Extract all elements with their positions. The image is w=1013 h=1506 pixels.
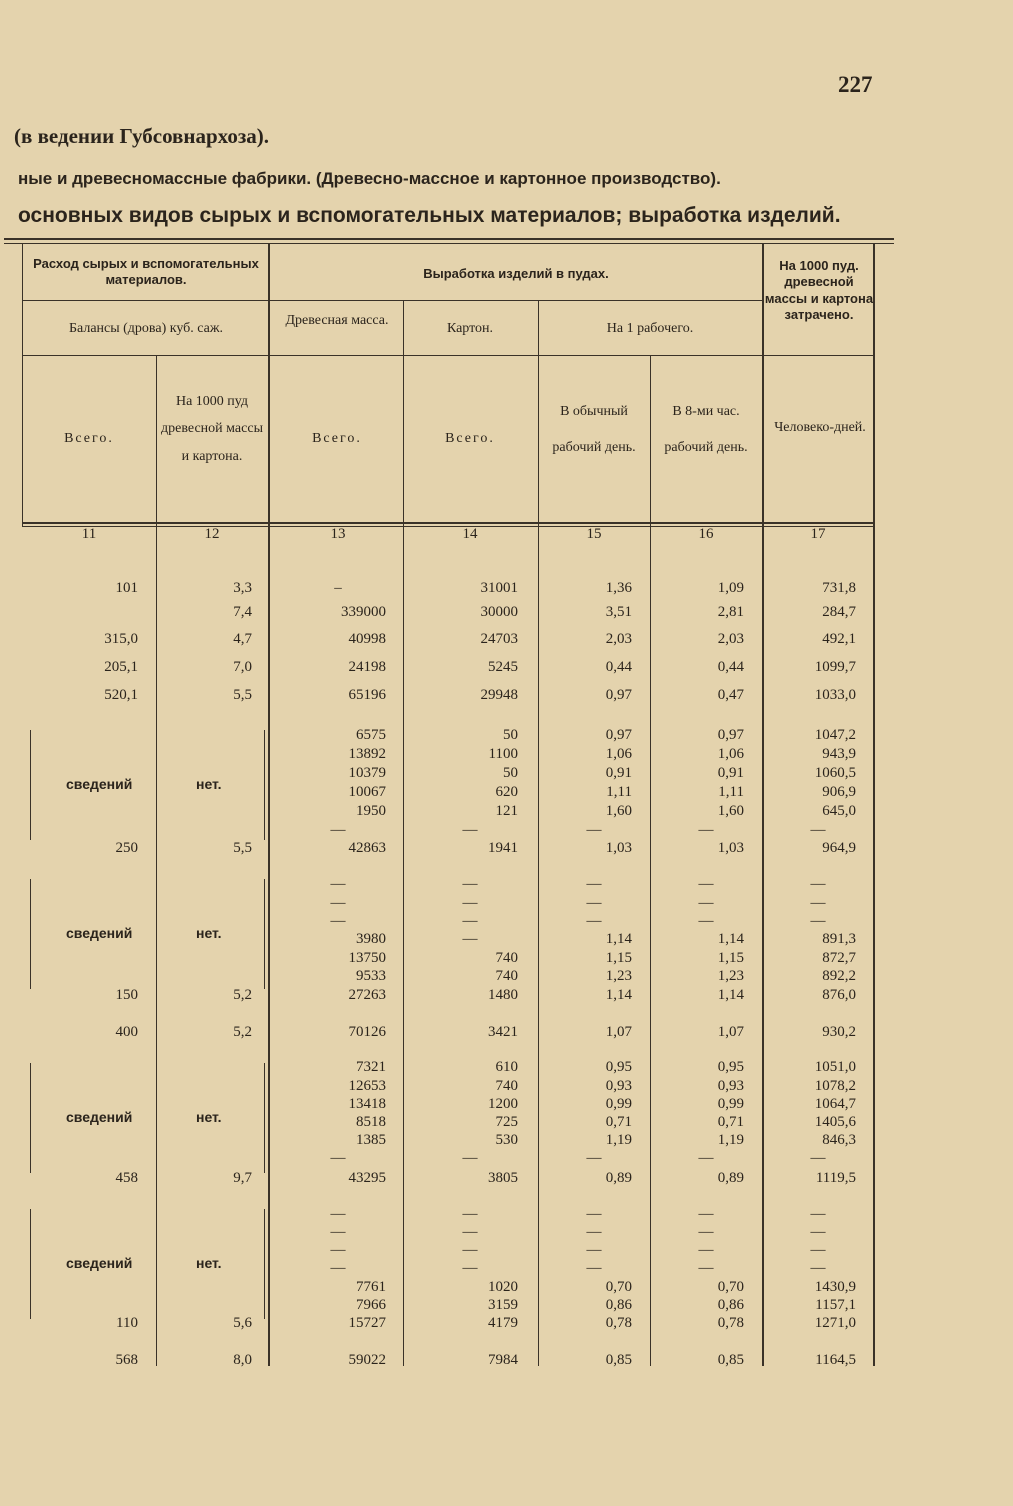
table-cell: 250	[115, 840, 138, 856]
table-cell: 0,99	[605, 1096, 632, 1112]
table-cell: —	[462, 1242, 478, 1258]
title-line-2: ные и древесномассные фабрики. (Древесно-массное и картонное производство).	[18, 169, 721, 188]
table-cell: 10379	[348, 765, 386, 781]
no-data-label: сведений	[66, 1255, 133, 1271]
table-cell: 0,93	[605, 1078, 632, 1094]
vline	[650, 356, 651, 1366]
table-cell: 1,06	[717, 746, 744, 762]
table-cell: 1,14	[717, 987, 744, 1003]
table-cell: 7,0	[233, 659, 252, 675]
table-cell: 530	[495, 1132, 518, 1148]
table-cell: 1,23	[605, 968, 632, 984]
table-cell: —	[330, 876, 346, 892]
table-cell: 1,36	[605, 580, 632, 596]
table-cell: 1,60	[605, 803, 632, 819]
header-balances: Балансы (дрова) куб. саж.	[68, 321, 224, 336]
table-cell: —	[462, 895, 478, 911]
table-cell: 8518	[356, 1114, 386, 1130]
table-cell: —	[330, 822, 346, 838]
table-cell: 400	[115, 1024, 138, 1040]
table-cell: —	[586, 1224, 602, 1240]
table-cell: –	[334, 580, 342, 596]
table-cell: 2,03	[717, 631, 744, 647]
table-cell: 315,0	[104, 631, 138, 647]
table-cell: 13892	[348, 746, 386, 762]
table-cell: —	[810, 1224, 826, 1240]
no-data-label: сведений	[66, 925, 133, 941]
table-cell: 740	[495, 950, 518, 966]
table-cell: —	[462, 876, 478, 892]
table-cell: —	[698, 822, 714, 838]
group-brace	[258, 1063, 265, 1173]
header-c11: Всего.	[64, 431, 114, 446]
table-cell: 0,97	[717, 727, 744, 743]
vline	[538, 300, 539, 1366]
table-cell: 5245	[488, 659, 518, 675]
table-cell: 568	[115, 1352, 138, 1368]
table-top-rule	[4, 238, 894, 240]
table-cell: 0,78	[717, 1315, 744, 1331]
table-cell: 0,97	[605, 687, 632, 703]
table-cell: 891,3	[822, 931, 856, 947]
table-cell: 30000	[480, 604, 518, 620]
table-cell: 7321	[356, 1059, 386, 1075]
table-cell: 50	[503, 727, 518, 743]
table-cell: —	[330, 1224, 346, 1240]
table-cell: —	[586, 822, 602, 838]
table-cell: 0,44	[717, 659, 744, 675]
table-cell: 339000	[341, 604, 386, 620]
table-cell: 1,11	[718, 784, 744, 800]
table-cell: 0,78	[605, 1315, 632, 1331]
no-data-label: нет.	[196, 776, 222, 792]
table-cell: 0,86	[717, 1297, 744, 1313]
header-c12: На 1000 пуд древесной массы и картона.	[161, 394, 263, 464]
table-cell: 5,2	[233, 987, 252, 1003]
table-cell: —	[462, 931, 478, 947]
table-cell: 31001	[480, 580, 518, 596]
column-number: 13	[330, 526, 346, 542]
table-cell: —	[330, 1206, 346, 1222]
table-cell: 150	[115, 987, 138, 1003]
table-cell: 13750	[348, 950, 386, 966]
table-cell: 1,14	[717, 931, 744, 947]
header-wood-pulp: Древесная масса.	[285, 313, 389, 328]
header-per1000: На 1000 пуд. древесной массы и картона затрачено.	[764, 258, 874, 322]
table-cell: 740	[495, 968, 518, 984]
hline	[22, 300, 762, 301]
table-cell: —	[586, 876, 602, 892]
table-cell: 7984	[488, 1352, 518, 1368]
table-cell: 70126	[348, 1024, 386, 1040]
table-cell: 1051,0	[814, 1059, 856, 1075]
table-cell: —	[698, 1260, 714, 1276]
table-cell: —	[586, 1206, 602, 1222]
table-cell: 13418	[348, 1096, 386, 1112]
table-cell: 12653	[348, 1078, 386, 1094]
table-cell: 0,71	[605, 1114, 632, 1130]
table-cell: 1,14	[605, 931, 632, 947]
table-cell: 1941	[488, 840, 518, 856]
table-cell: 620	[495, 784, 518, 800]
table-cell: 29948	[480, 687, 518, 703]
table-cell: 876,0	[822, 987, 856, 1003]
table-cell: —	[330, 1150, 346, 1166]
table-cell: 1020	[488, 1279, 518, 1295]
vline	[156, 356, 157, 1366]
group-brace	[30, 1209, 37, 1319]
table-cell: 1,19	[605, 1132, 632, 1148]
table-cell: 872,7	[822, 950, 856, 966]
table-cell: 3421	[488, 1024, 518, 1040]
table-cell: —	[586, 913, 602, 929]
table-cell: 1,03	[605, 840, 632, 856]
table-cell: —	[698, 1150, 714, 1166]
table-cell: 2,03	[605, 631, 632, 647]
table-cell: 1099,7	[814, 659, 856, 675]
table-cell: —	[698, 1224, 714, 1240]
header-cardboard: Картон.	[446, 321, 494, 336]
table-cell: 0,89	[717, 1170, 744, 1186]
table-cell: 24198	[348, 659, 386, 675]
table-cell: 65196	[348, 687, 386, 703]
table-cell: 1,06	[605, 746, 632, 762]
table-cell: 40998	[348, 631, 386, 647]
vline	[268, 244, 270, 1366]
table-cell: —	[810, 822, 826, 838]
table-cell: 9533	[356, 968, 386, 984]
table-cell: —	[586, 1242, 602, 1258]
table-cell: —	[330, 1260, 346, 1276]
table-cell: 1480	[488, 987, 518, 1003]
table-cell: 1164,5	[815, 1352, 856, 1368]
group-brace	[30, 1063, 37, 1173]
column-number: 14	[462, 526, 478, 542]
title-line-3: основных видов сырых и вспомогательных материалов; выработка изделий.	[18, 204, 841, 227]
table-cell: 5,5	[233, 687, 252, 703]
table-cell: —	[810, 1150, 826, 1166]
table-cell: 0,95	[717, 1059, 744, 1075]
table-cell: 121	[495, 803, 518, 819]
table-cell: —	[810, 1242, 826, 1258]
table-cell: 110	[116, 1315, 138, 1331]
table-cell: 1033,0	[814, 687, 856, 703]
table-cell: 0,70	[717, 1279, 744, 1295]
table-cell: —	[462, 1206, 478, 1222]
no-data-label: нет.	[196, 1255, 222, 1271]
table-cell: 101	[115, 580, 138, 596]
table-cell: 3980	[356, 931, 386, 947]
table-cell: —	[330, 895, 346, 911]
table-cell: 8,0	[233, 1352, 252, 1368]
vline	[403, 300, 404, 1366]
table-cell: 1,14	[605, 987, 632, 1003]
vline	[873, 244, 875, 1366]
table-cell: —	[810, 1260, 826, 1276]
table-cell: 7,4	[233, 604, 252, 620]
table-cell: 59022	[348, 1352, 386, 1368]
table-cell: 0,91	[605, 765, 632, 781]
group-brace	[30, 730, 37, 840]
table-cell: 1430,9	[814, 1279, 856, 1295]
table-cell: 964,9	[822, 840, 856, 856]
table-cell: 0,97	[605, 727, 632, 743]
table-cell: 24703	[480, 631, 518, 647]
table-cell: 1271,0	[814, 1315, 856, 1331]
table-cell: 5,6	[233, 1315, 252, 1331]
no-data-label: сведений	[66, 1109, 133, 1125]
table-cell: 0,70	[605, 1279, 632, 1295]
header-c17: Человеко-дней.	[774, 420, 866, 435]
header-per-worker: На 1 рабочего.	[606, 321, 694, 336]
vline	[22, 244, 23, 526]
table-cell: 0,89	[605, 1170, 632, 1186]
column-number: 15	[586, 526, 602, 542]
table-cell: 492,1	[822, 631, 856, 647]
table-cell: —	[586, 895, 602, 911]
table-cell: 1,03	[717, 840, 744, 856]
table-cell: 7966	[356, 1297, 386, 1313]
table-cell: 2,81	[717, 604, 744, 620]
table-cell: 1157,1	[815, 1297, 856, 1313]
table-cell: —	[586, 1150, 602, 1166]
title-line-1: (в ведении Губсовнархоза).	[14, 124, 270, 148]
no-data-label: нет.	[196, 925, 222, 941]
table-cell: 4179	[488, 1315, 518, 1331]
table-cell: —	[462, 1260, 478, 1276]
table-cell: 0,85	[717, 1352, 744, 1368]
group-brace	[258, 730, 265, 840]
table-cell: 3,3	[233, 580, 252, 596]
table-cell: 1,15	[717, 950, 744, 966]
table-cell: 740	[495, 1078, 518, 1094]
table-cell: —	[810, 876, 826, 892]
header-materials: Расход сырых и вспомогательных материалов.	[33, 256, 259, 288]
table-cell: 1950	[356, 803, 386, 819]
table-cell: 731,8	[822, 580, 856, 596]
table-cell: 846,3	[822, 1132, 856, 1148]
table-cell: 4,7	[233, 631, 252, 647]
table-cell: 1,19	[717, 1132, 744, 1148]
table-cell: —	[462, 822, 478, 838]
table-cell: 284,7	[822, 604, 856, 620]
group-brace	[258, 1209, 265, 1319]
table-cell: 1119,5	[815, 1170, 856, 1186]
hline	[22, 355, 875, 356]
table-cell: 645,0	[822, 803, 856, 819]
table-cell: —	[330, 913, 346, 929]
table-top-rule-2	[4, 243, 894, 244]
table-cell: 50	[503, 765, 518, 781]
table-cell: —	[462, 1224, 478, 1240]
header-c13: Всего.	[312, 431, 362, 446]
table-cell: 15727	[348, 1315, 386, 1331]
header-output: Выработка изделий в пудах.	[423, 266, 609, 281]
table-cell: —	[698, 913, 714, 929]
column-number: 12	[204, 526, 220, 542]
table-cell: 27263	[348, 987, 386, 1003]
table-cell: 610	[495, 1059, 518, 1075]
table-cell: 3159	[488, 1297, 518, 1313]
table-cell: —	[698, 1242, 714, 1258]
no-data-label: нет.	[196, 1109, 222, 1125]
no-data-label: сведений	[66, 776, 133, 792]
table-cell: 906,9	[822, 784, 856, 800]
table-cell: 0,99	[717, 1096, 744, 1112]
group-brace	[30, 879, 37, 989]
table-cell: 1078,2	[814, 1078, 856, 1094]
hline	[22, 522, 875, 524]
column-number: 11	[81, 526, 97, 542]
table-cell: 0,86	[605, 1297, 632, 1313]
table-cell: 458	[115, 1170, 138, 1186]
table-cell: 1,07	[717, 1024, 744, 1040]
table-cell: 943,9	[822, 746, 856, 762]
table-cell: 0,71	[717, 1114, 744, 1130]
table-cell: 3,51	[605, 604, 632, 620]
table-cell: —	[810, 895, 826, 911]
table-cell: 9,7	[233, 1170, 252, 1186]
table-cell: —	[698, 1206, 714, 1222]
table-cell: 3805	[488, 1170, 518, 1186]
table-cell: 1385	[356, 1132, 386, 1148]
table-cell: 6575	[356, 727, 386, 743]
table-cell: 0,47	[717, 687, 744, 703]
table-cell: 1064,7	[814, 1096, 856, 1112]
group-brace	[258, 879, 265, 989]
header-c16: В 8-ми час. рабочий день.	[664, 404, 748, 456]
table-cell: 5,5	[233, 840, 252, 856]
table-cell: 42863	[348, 840, 386, 856]
table-cell: 892,2	[822, 968, 856, 984]
table-cell: 1047,2	[814, 727, 856, 743]
table-cell: 1200	[488, 1096, 518, 1112]
table-cell: 1,15	[605, 950, 632, 966]
table-cell: —	[586, 1260, 602, 1276]
header-c15: В обычный рабочий день.	[552, 404, 636, 456]
table-cell: 0,91	[717, 765, 744, 781]
table-cell: 1060,5	[814, 765, 856, 781]
table-cell: —	[698, 895, 714, 911]
table-cell: 0,85	[605, 1352, 632, 1368]
table-cell: 43295	[348, 1170, 386, 1186]
table-cell: 1,23	[717, 968, 744, 984]
vline	[762, 244, 764, 1366]
page-number: 227	[838, 72, 873, 97]
table-cell: 1,60	[717, 803, 744, 819]
header-c14: Всего.	[445, 431, 495, 446]
table-cell: 725	[495, 1114, 518, 1130]
column-number: 17	[810, 526, 826, 542]
table-cell: 1100	[488, 746, 518, 762]
table-cell: 0,95	[605, 1059, 632, 1075]
table-cell: —	[330, 1242, 346, 1258]
table-cell: 0,44	[605, 659, 632, 675]
table-cell: —	[810, 913, 826, 929]
table-cell: —	[462, 1150, 478, 1166]
table-cell: 1,11	[606, 784, 632, 800]
table-cell: 7761	[356, 1279, 386, 1295]
table-cell: 1405,6	[814, 1114, 856, 1130]
table-cell: 5,2	[233, 1024, 252, 1040]
column-number: 16	[698, 526, 714, 542]
table-cell: 205,1	[104, 659, 138, 675]
table-cell: 520,1	[104, 687, 138, 703]
table-cell: —	[698, 876, 714, 892]
table-cell: 1,09	[717, 580, 744, 596]
table-cell: —	[462, 913, 478, 929]
table-cell: 930,2	[822, 1024, 856, 1040]
table-cell: 10067	[348, 784, 386, 800]
table-cell: —	[810, 1206, 826, 1222]
table-cell: 1,07	[605, 1024, 632, 1040]
table-cell: 0,93	[717, 1078, 744, 1094]
